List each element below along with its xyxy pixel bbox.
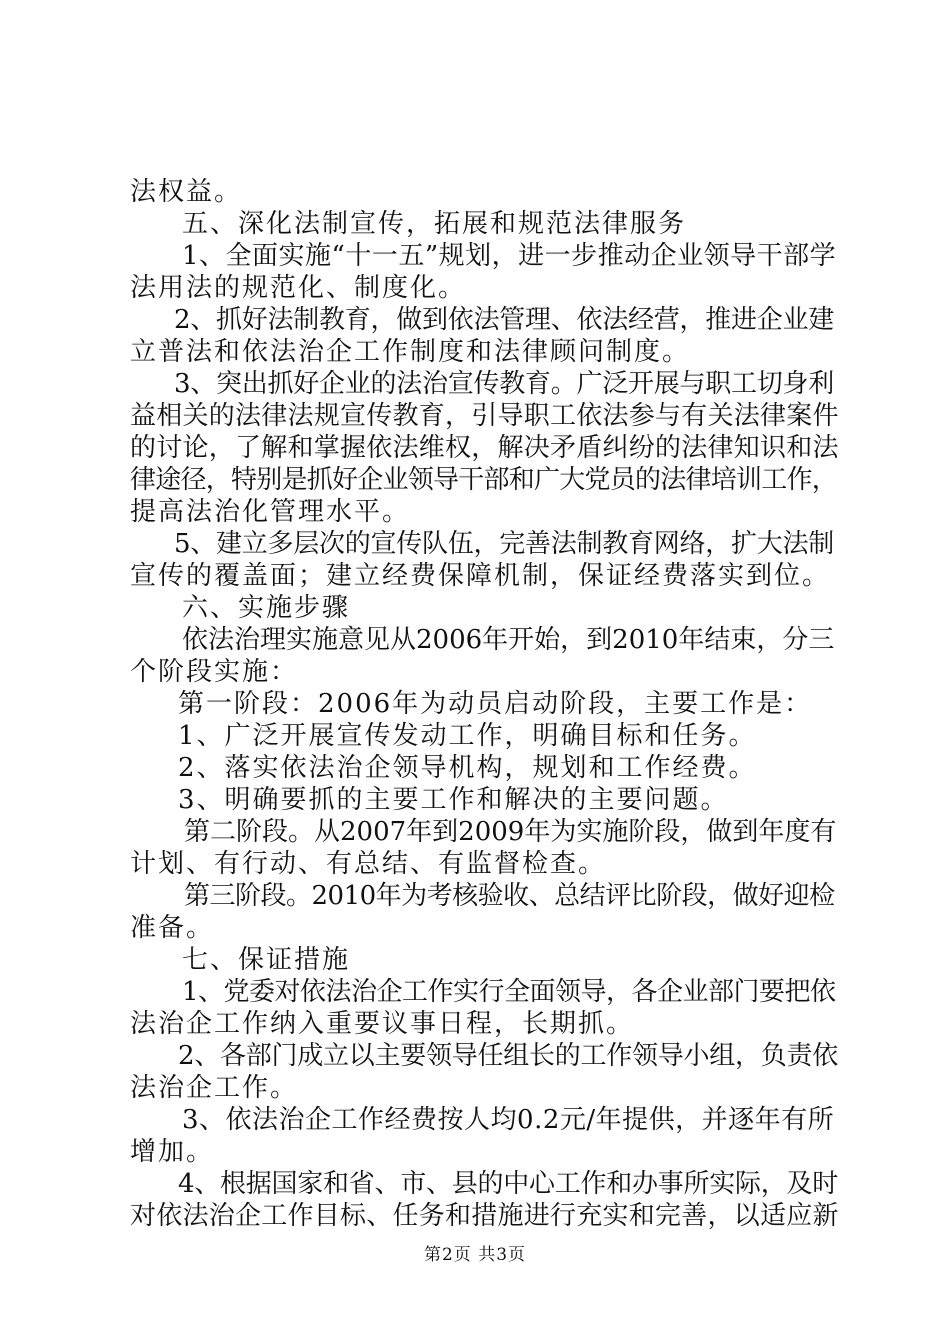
text-line: 法治企工作纳入重要议事日程，长期抓。 [130,1009,635,1039]
text-line: 5、建立多层次的宣传队伍，完善法制教育网络，扩大法制 [174,529,835,559]
text-line: 增加。 [130,1137,215,1167]
text-line: 计划、有行动、有总结、有监督检查。 [130,849,607,879]
text-line: 3、明确要抓的主要工作和解决的主要问题。 [178,785,729,815]
text-line: 2、抓好法制教育，做到依法管理、依法经营，推进企业建 [174,305,835,335]
text-line: 立普法和依法治企工作制度和法律顾问制度。 [130,337,691,367]
section-heading: 七、保证措施 [182,945,351,975]
text-line: 宣传的覆盖面；建立经费保障机制，保证经费落实到位。 [130,561,831,591]
text-line: 依法治理实施意见从2006年开始，到2010年结束，分三 [182,625,835,655]
text-line: 个阶段实施： [130,657,299,687]
text-line: 第三阶段。2010年为考核验收、总结评比阶段，做好迎检 [184,881,835,911]
text-line: 提高法治化管理水平。 [130,497,411,527]
text-line: 第一阶段：2006年为动员启动阶段，主要工作是： [178,689,813,719]
text-line: 律途径，特别是抓好企业领导干部和广大党员的法律培训工作， [130,465,838,495]
text-line: 2、各部门成立以主要领导任组长的工作领导小组，负责依 [178,1041,839,1071]
text-line: 2、落实依法治企领导机构，规划和工作经费。 [178,753,757,783]
text-line: 3、依法治企工作经费按人均0.2元/年提供，并逐年有所 [182,1105,835,1135]
text-line: 对依法治企工作目标、任务和措施进行充实和完善，以适应新 [130,1201,839,1231]
text-line: 法用法的规范化、制度化。 [130,273,467,303]
text-line: 法治企工作。 [130,1073,299,1103]
section-heading: 五、深化法制宣传，拓展和规范法律服务 [182,209,687,239]
text-line: 4、根据国家和省、市、县的中心工作和办事所实际，及时 [178,1169,839,1199]
text-line: 1、广泛开展宣传发动工作，明确目标和任务。 [178,721,757,751]
section-heading: 六、实施步骤 [182,593,351,623]
text-line: 3、突出抓好企业的法治宣传教育。广泛开展与职工切身利 [174,369,835,399]
page-number-footer: 第2页 共3页 [423,1245,527,1265]
text-line: 的讨论，了解和掌握依法维权，解决矛盾纠纷的法律知识和法 [130,433,839,463]
text-line: 第二阶段。从2007年到2009年为实施阶段，做到年度有 [184,817,837,847]
text-line: 1、党委对依法治企工作实行全面领导，各企业部门要把依 [182,977,836,1007]
text-line: 准备。 [130,913,215,943]
text-line: 益相关的法律法规宣传教育，引导职工依法参与有关法律案件 [130,401,839,431]
text-line: 法权益。 [130,177,243,207]
text-line: 1、全面实施“十一五”规划，进一步推动企业领导干部学 [182,241,837,271]
